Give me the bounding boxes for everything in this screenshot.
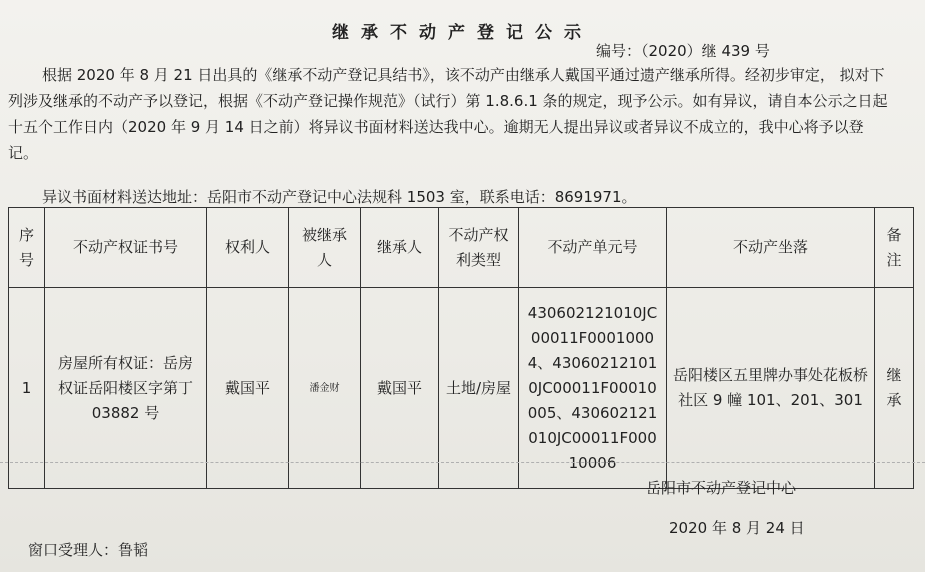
document-number: 编号：（2020）继 439 号 [596, 42, 770, 60]
window-clerk: 窗口受理人：鲁韬 [28, 541, 149, 559]
header-seq: 序号 [9, 208, 45, 288]
header-obligee: 权利人 [207, 208, 289, 288]
scan-divider [0, 462, 925, 463]
issuing-office: 岳阳市不动产登记中心 [646, 479, 797, 497]
header-cert-no: 不动产权证书号 [45, 208, 207, 288]
document-title: 继承不动产登记公示 [332, 23, 593, 43]
cell-heir: 戴国平 [361, 288, 439, 489]
cell-decedent: 潘金财 [289, 288, 361, 489]
header-unit-no: 不动产单元号 [519, 208, 667, 288]
registration-table [8, 207, 914, 489]
objection-address: 异议书面材料送达地址：岳阳市不动产登记中心法规科 1503 室，联系电话：8691971。 [42, 188, 637, 206]
cell-location: 岳阳楼区五里牌办事处花板桥社区 9 幢 101、201、301 [667, 288, 875, 489]
header-right-type: 不动产权利类型 [439, 208, 519, 288]
header-decedent: 被继承人 [289, 208, 361, 288]
cell-seq: 1 [9, 288, 45, 489]
table-row [9, 288, 914, 489]
cell-remark: 继承 [875, 288, 914, 489]
notice-body-text: 根据 2020 年 8 月 21 日出具的《继承不动产登记具结书》，该不动产由继承人戴国平通过遗产继承所得。经初步审定， 拟对下列涉及继承的不动产予以登记，根据《不动产登记操作规范》（试行）第 1.8.6.1 条的规定，现予公示。如有异议，请自本公示之日起十五个工作日内（2020 年 9 月 14 日之前）将异议书面材料送达我中心。逾期无人提出异议或者异议不成立的，我中心将予以登记。 [8, 66, 888, 162]
header-remark: 备注 [875, 208, 914, 288]
table-header-row [9, 208, 914, 288]
cell-right-type: 土地/房屋 [439, 288, 519, 489]
issue-date: 2020 年 8 月 24 日 [669, 519, 805, 537]
header-heir: 继承人 [361, 208, 439, 288]
cell-cert-no: 房屋所有权证：岳房权证岳阳楼区字第丁 03882 号 [45, 288, 207, 489]
cell-obligee: 戴国平 [207, 288, 289, 489]
cell-unit-no: 430602121010JC00011F00010004、430602121010JC00011F00010005、430602121010JC00011F00010006 [519, 288, 667, 489]
header-location: 不动产坐落 [667, 208, 875, 288]
